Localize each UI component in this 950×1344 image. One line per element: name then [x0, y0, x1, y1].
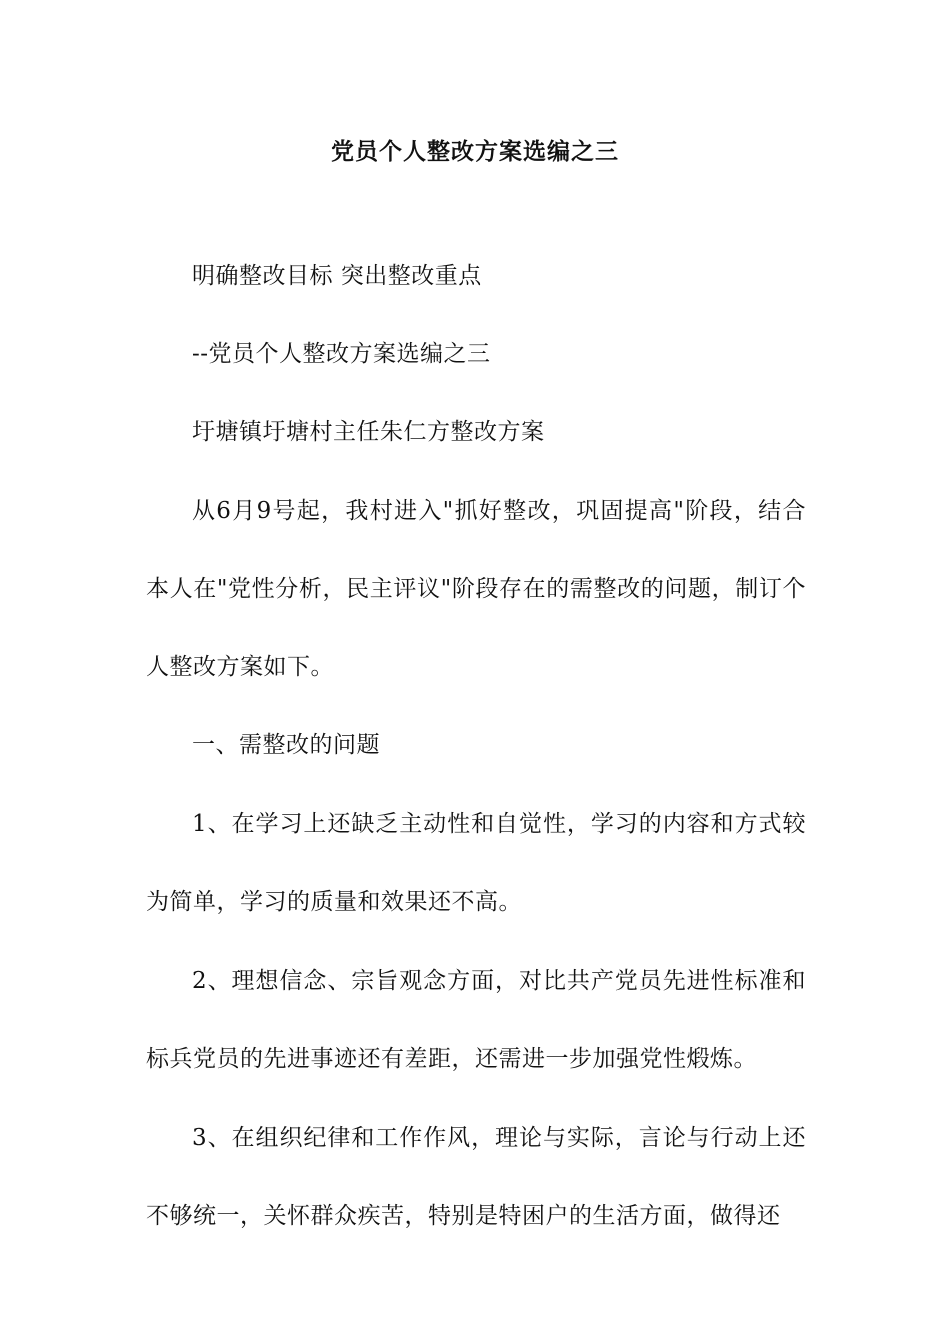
series-paragraph: --党员个人整改方案选编之三: [192, 341, 491, 367]
author-paragraph: 圩塘镇圩塘村主任朱仁方整改方案: [192, 419, 545, 445]
issue-paragraph-3: 3、在组织纪律和工作作风，理论与实际，言论与行动上还不够统一，关怀群众疾苦，特别是特困户的生活方面，做得还: [146, 1125, 806, 1229]
document-title: 党员个人整改方案选编之三: [331, 138, 619, 165]
document-body: [146, 254, 806, 1272]
issue-paragraph-2: 2、理想信念、宗旨观念方面，对比共产党员先进性标准和标兵党员的先进事迹还有差距，还需进一步加强党性煅炼。: [146, 968, 806, 1072]
intro-paragraph: 从6月9号起，我村进入"抓好整改，巩固提高"阶段，结合本人在"党性分析，民主评议"阶段存在的需整改的问题，制订个人整改方案如下。: [146, 498, 806, 680]
section-heading: 一、需整改的问题: [192, 732, 380, 758]
issue-paragraph-1: 1、在学习上还缺乏主动性和自觉性，学习的内容和方式较为简单，学习的质量和效果还不高。: [146, 811, 806, 915]
subtitle-paragraph: 明确整改目标 突出整改重点: [192, 263, 482, 289]
